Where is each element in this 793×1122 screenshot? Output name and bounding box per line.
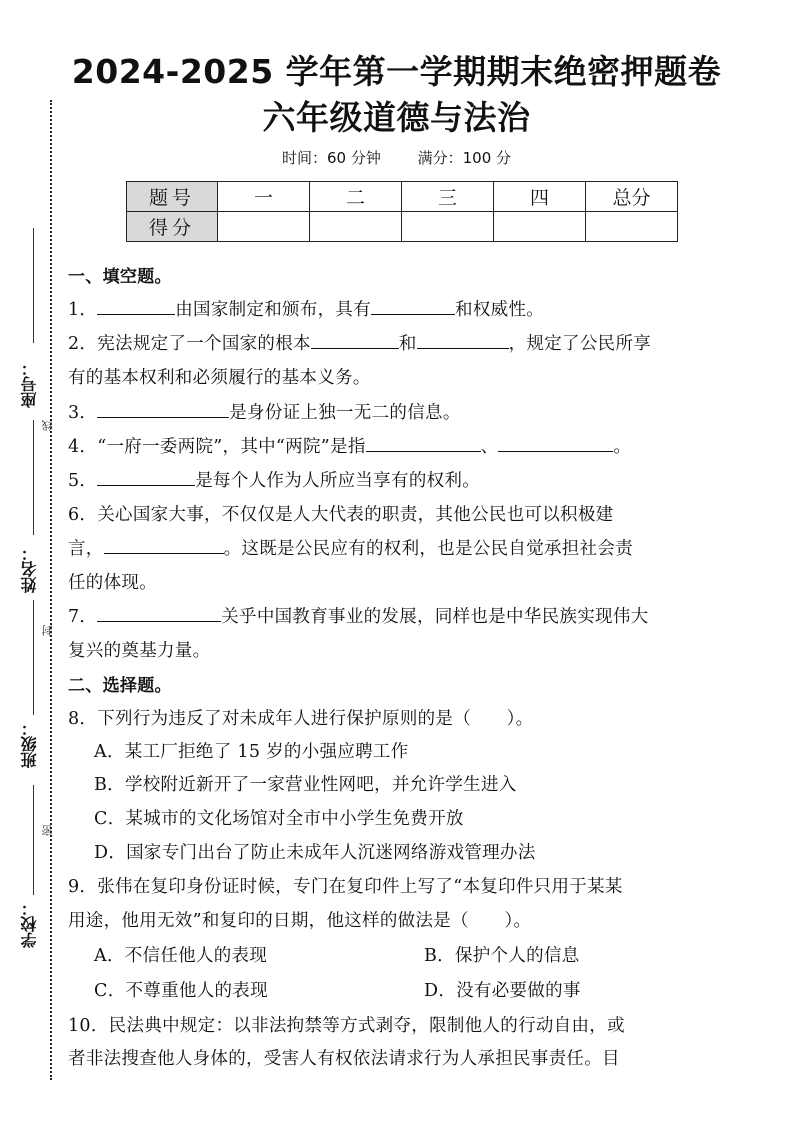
class-label: 班级：: [20, 720, 39, 768]
blank-q2-2[interactable]: [417, 332, 509, 349]
blank-q3[interactable]: [97, 401, 229, 418]
q9-option-b[interactable]: B．保护个人的信息: [424, 946, 580, 966]
section2-heading: 二、选择题。: [68, 676, 172, 696]
score-input-2[interactable]: [310, 212, 402, 242]
score-input-1[interactable]: [218, 212, 310, 242]
binding-dotted-line: [50, 100, 52, 1080]
blank-q2-1[interactable]: [311, 332, 399, 349]
question-7-cont: 复兴的奠基力量。: [68, 641, 211, 661]
score-cell-2: 二: [310, 182, 402, 212]
question-1: 1． 由国家制定和颁布，具有 和权威性。: [68, 300, 545, 320]
q8-option-c[interactable]: C．某城市的文化场馆对全市中小学生免费开放: [94, 809, 464, 829]
blank-q6[interactable]: [104, 537, 224, 554]
question-8: 8．下列行为违反了对未成年人进行保护原则的是（ ）。: [68, 709, 534, 729]
blank-q1-1[interactable]: [97, 298, 175, 315]
question-7: 7． 关乎中国教育事业的发展，同样也是中华民族实现伟大: [68, 607, 649, 627]
score-table-header-row: [127, 182, 678, 212]
exam-subtitle: 六年级道德与法治: [262, 98, 531, 137]
score-input-total[interactable]: [586, 212, 678, 242]
question-4: 4．“一府一委两院”，其中“两院”是指 、 。: [68, 437, 632, 457]
blank-q4-1[interactable]: [366, 435, 481, 452]
score-row-label: 得分: [127, 212, 218, 242]
exam-time: 时间：60 分钟: [281, 149, 381, 167]
score-cell-label: 题号: [127, 182, 218, 212]
seal-mi: 密: [41, 825, 54, 836]
question-9: 9．张伟在复印身份证时候，专门在复印件上写了“本复印件只用于某某: [68, 877, 623, 897]
score-input-3[interactable]: [402, 212, 494, 242]
school-label: 学校：: [20, 900, 39, 948]
section1-heading: 一、填空题。: [68, 267, 172, 287]
q9-option-c[interactable]: C．不尊重他人的表现: [94, 981, 268, 1001]
question-9-cont: 用途，他用无效”和复印的日期，他这样的做法是（ ）。: [68, 911, 532, 931]
blank-q1-2[interactable]: [371, 298, 455, 315]
exam-title: 2024-2025 学年第一学期期末绝密押题卷: [71, 52, 722, 91]
seal-xian: 线: [41, 420, 54, 431]
blank-q4-2[interactable]: [498, 435, 613, 452]
score-table: [126, 181, 678, 242]
question-3: 3． 是身份证上独一无二的信息。: [68, 403, 461, 423]
question-2: 2．宪法规定了一个国家的根本 和 ，规定了公民所享: [68, 334, 652, 354]
q8-option-d[interactable]: D．国家专门出台了防止未成年人沉迷网络游戏管理办法: [94, 843, 536, 863]
name-label: 姓名：: [20, 545, 39, 593]
question-6-end: 任的体现。: [68, 573, 157, 593]
name-write-line: [33, 420, 34, 535]
question-10: 10．民法典中规定：以非法拘禁等方式剥夺，限制他人的行动自由，或: [68, 1016, 625, 1036]
school-write-line: [33, 785, 34, 895]
q8-option-a[interactable]: A．某工厂拒绝了 15 岁的小强应聘工作: [94, 742, 409, 762]
blank-q7[interactable]: [97, 605, 221, 622]
seat-write-line: [33, 228, 34, 343]
class-write-line: [33, 600, 34, 715]
exam-full-score: 满分：100 分: [417, 149, 512, 167]
seat-label: 座号：: [20, 360, 39, 408]
question-2-cont: 有的基本权利和必须履行的基本义务。: [68, 368, 371, 388]
q9-option-d[interactable]: D．没有必要做的事: [424, 981, 581, 1001]
question-10-cont: 者非法搜查他人身体的，受害人有权依法请求行为人承担民事责任。目: [68, 1049, 620, 1069]
score-cell-1: 一: [218, 182, 310, 212]
score-cell-total: 总分: [586, 182, 678, 212]
q8-option-b[interactable]: B．学校附近新开了一家营业性网吧，并允许学生进入: [94, 775, 517, 795]
score-input-4[interactable]: [494, 212, 586, 242]
blank-q5[interactable]: [97, 469, 195, 486]
exam-meta: [0, 147, 793, 168]
question-6-cont: 言， 。这既是公民应有的权利，也是公民自觉承担社会责: [68, 539, 634, 559]
score-table-score-row: [127, 212, 678, 242]
seal-feng: 封: [41, 625, 54, 636]
question-6: 6．关心国家大事，不仅仅是人大代表的职责，其他公民也可以积极建: [68, 505, 614, 525]
score-cell-4: 四: [494, 182, 586, 212]
q9-option-a[interactable]: A．不信任他人的表现: [94, 946, 268, 966]
score-cell-3: 三: [402, 182, 494, 212]
question-5: 5． 是每个人作为人所应当享有的权利。: [68, 471, 481, 491]
